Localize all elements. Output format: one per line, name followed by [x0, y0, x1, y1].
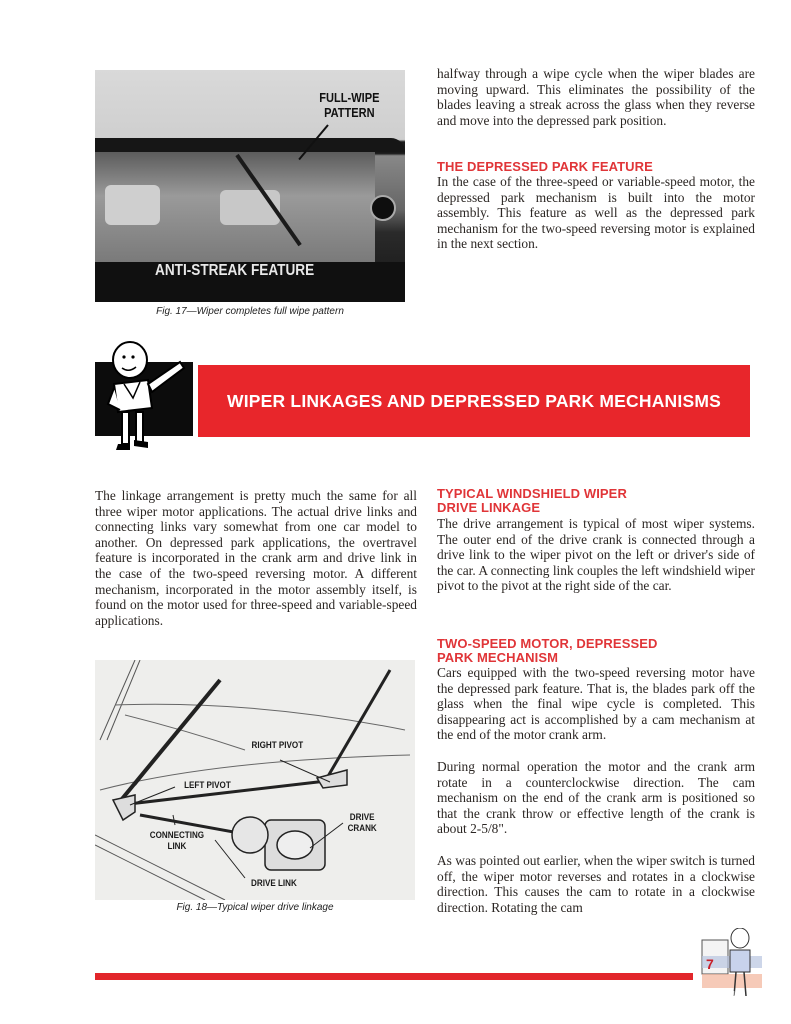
- full-wipe-label: [320, 90, 380, 120]
- mascot-pointing-icon: [100, 340, 195, 458]
- connecting-link-line1: CONNECTING: [149, 830, 205, 841]
- figure-17-caption: Fig. 17—Wiper completes full wipe pattern: [156, 306, 344, 317]
- full-wipe-line1: FULL-WIPE: [319, 90, 380, 105]
- seat-left: [105, 185, 160, 225]
- watermark: E-Books: [702, 990, 744, 1002]
- drive-crank-line1: DRIVE: [349, 812, 375, 823]
- depressed-park-paragraph: In the case of the three-speed or variable-speed motor, the depressed park mechanism is built into the motor assembly. This feature as well as the depressed park mechanism for the two-speed reversing motor is explained in the next section.: [437, 174, 755, 252]
- drive-crank-line2: CRANK: [347, 823, 377, 834]
- two-speed-heading-line1: TWO-SPEED MOTOR, DEPRESSED: [437, 636, 658, 651]
- full-wipe-line2: PATTERN: [324, 105, 375, 120]
- depressed-park-heading: THE DEPRESSED PARK FEATURE: [437, 159, 653, 174]
- drive-crank-label: [348, 812, 377, 834]
- right-pivot-label: RIGHT PIVOT: [251, 740, 304, 751]
- normal-operation-paragraph: During normal operation the motor and the crank arm rotate in a counterclockwise direction. The cam mechanism on the end of the crank arm is positioned so that the crank throw or effective length of the crank is about 2-5/8".: [437, 759, 755, 837]
- switch-off-paragraph: As was pointed out earlier, when the wiper switch is turned off, the wiper motor reverses and rotates in a clockwise direction. This causes the cam to rotate in a clockwise direction. Rotating the cam: [437, 853, 755, 915]
- anti-streak-label: ANTI-STREAK FEATURE: [155, 262, 315, 279]
- linkage-paragraph: The linkage arrangement is pretty much the same for all three wiper motor applications. The actual drive links and connecting links vary somewhat from one car model to another. On depressed park applications, the overtravel feature is incorporated in the crank arm and drive link in the case of the two-speed reversing motor. A different mechanism, incorporated in the motor assembly itself, is found on the motor used for three-speed and variable-speed applications.: [95, 488, 417, 628]
- wiper-linkage-drawing: [95, 660, 415, 900]
- windshield-roof: [95, 138, 405, 152]
- drive-linkage-paragraph: The drive arrangement is typical of most wiper systems. The outer end of the drive crank is connected through a drive link to the wiper pivot on the left or driver's side of the car. A connecting link couples the left windshield wiper pivot to the pivot at the right side of the car.: [437, 516, 755, 594]
- left-pivot-label: LEFT PIVOT: [184, 780, 231, 791]
- figure-18-caption: Fig. 18—Typical wiper drive linkage: [176, 902, 334, 913]
- intro-paragraph: halfway through a wipe cycle when the wiper blades are moving upward. This eliminates the possibility of the blades leaving a streak across the glass when they reverse and move into the depressed park position.: [437, 66, 755, 128]
- drive-linkage-heading: [437, 487, 755, 515]
- connecting-link-line2: LINK: [167, 841, 187, 852]
- two-speed-heading: [437, 637, 755, 665]
- drive-linkage-heading-line1: TYPICAL WINDSHIELD WIPER: [437, 486, 627, 501]
- side-mirror: [370, 195, 396, 221]
- figure-18-diagram: [95, 660, 415, 900]
- footer-rule: [95, 973, 693, 980]
- drive-linkage-heading-line2: DRIVE LINKAGE: [437, 500, 541, 515]
- two-speed-paragraph: Cars equipped with the two-speed reversing motor have the depressed park feature. That is, the blades park off the glass when the final wipe cycle is completed. This disappearing act is accomplished by a cam mechanism at the end of the motor crank arm.: [437, 665, 755, 743]
- drive-link-label: DRIVE LINK: [251, 878, 297, 889]
- two-speed-heading-line2: PARK MECHANISM: [437, 650, 559, 665]
- page-number: 7: [706, 956, 714, 972]
- connecting-link-label: [150, 830, 204, 852]
- figure-17-photo: [95, 70, 405, 302]
- section-title: WIPER LINKAGES AND DEPRESSED PARK MECHANISMS: [227, 391, 721, 411]
